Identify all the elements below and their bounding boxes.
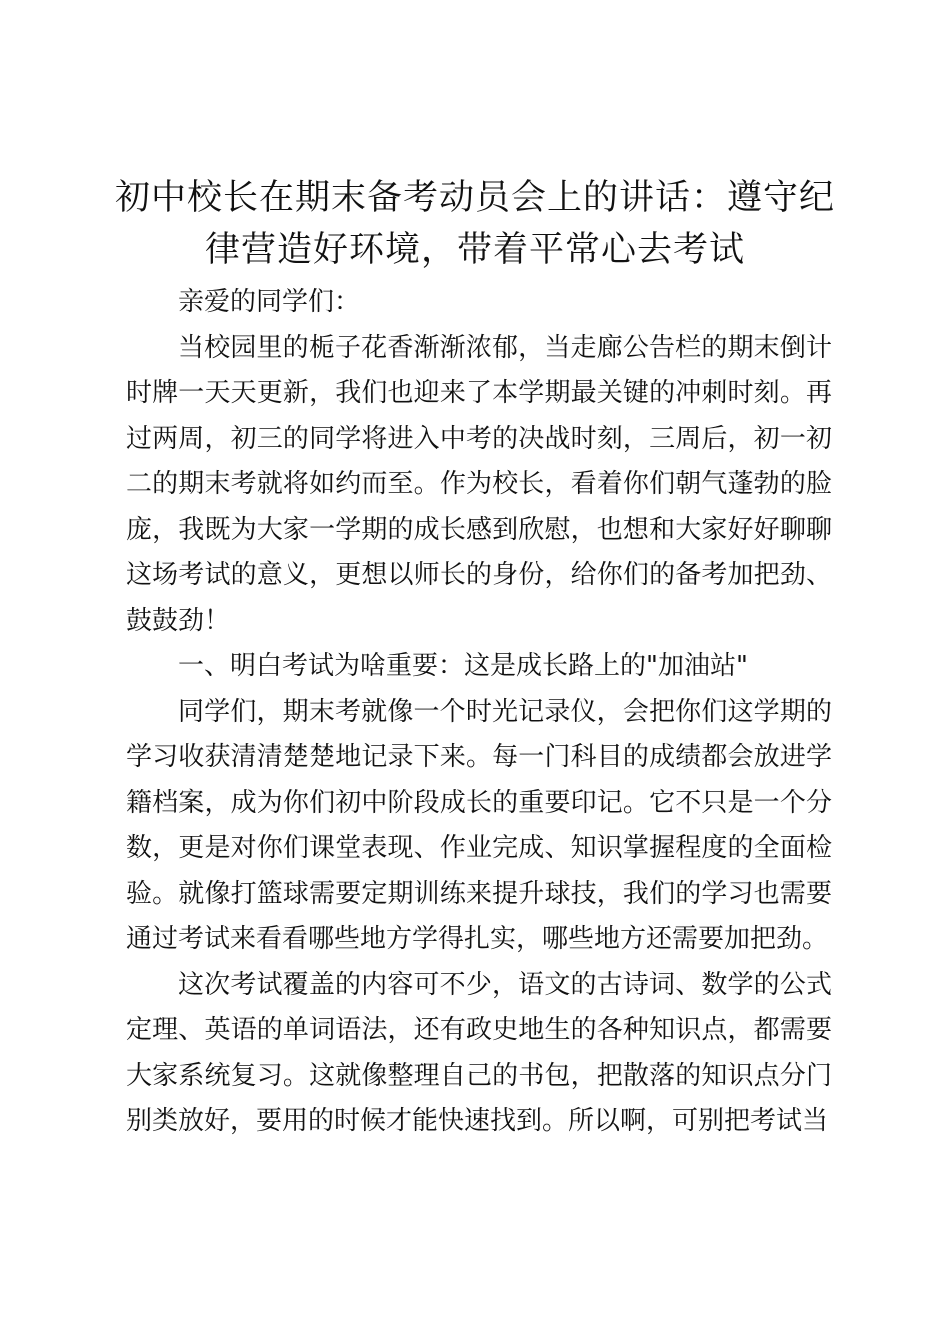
document-body: [126, 280, 832, 1145]
salutation-paragraph: 亲爱的同学们：: [178, 287, 361, 317]
intro-paragraph: 当校园里的栀子花香渐渐浓郁，当走廊公告栏的期末倒计时牌一天天更新，我们也迎来了本学期最关键的冲刺时刻。再过两周，初三的同学将进入中考的决战时刻，三周后，初一初二的期末考就将如约而至。作为校长，看着你们朝气蓬勃的脸庞，我既为大家一学期的成长感到欣慰，也想和大家好好聊聊这场考试的意义，更想以师长的身份，给你们的备考加把劲、鼓鼓劲！: [126, 332, 832, 636]
document-title: 初中校长在期末备考动员会上的讲话：遵守纪律营造好环境，带着平常心去考试: [114, 178, 835, 270]
section-heading: 一、明白考试为啥重要：这是成长路上的"加油站": [178, 651, 748, 681]
body-paragraph: 同学们，期末考就像一个时光记录仪，会把你们这学期的学习收获清清楚楚地记录下来。每一门科目的成绩都会放进学籍档案，成为你们初中阶段成长的重要印记。它不只是一个分数，更是对你们课堂表现、作业完成、知识掌握程度的全面检验。就像打篮球需要定期训练来提升球技，我们的学习也需要通过考试来看看哪些地方学得扎实，哪些地方还需要加把劲。: [126, 696, 832, 954]
body-paragraph: 这次考试覆盖的内容可不少，语文的古诗词、数学的公式定理、英语的单词语法，还有政史地生的各种知识点，都需要大家系统复习。这就像整理自己的书包，把散落的知识点分门别类放好，要用的时候才能快速找到。所以啊，可别把考试当: [126, 969, 832, 1136]
